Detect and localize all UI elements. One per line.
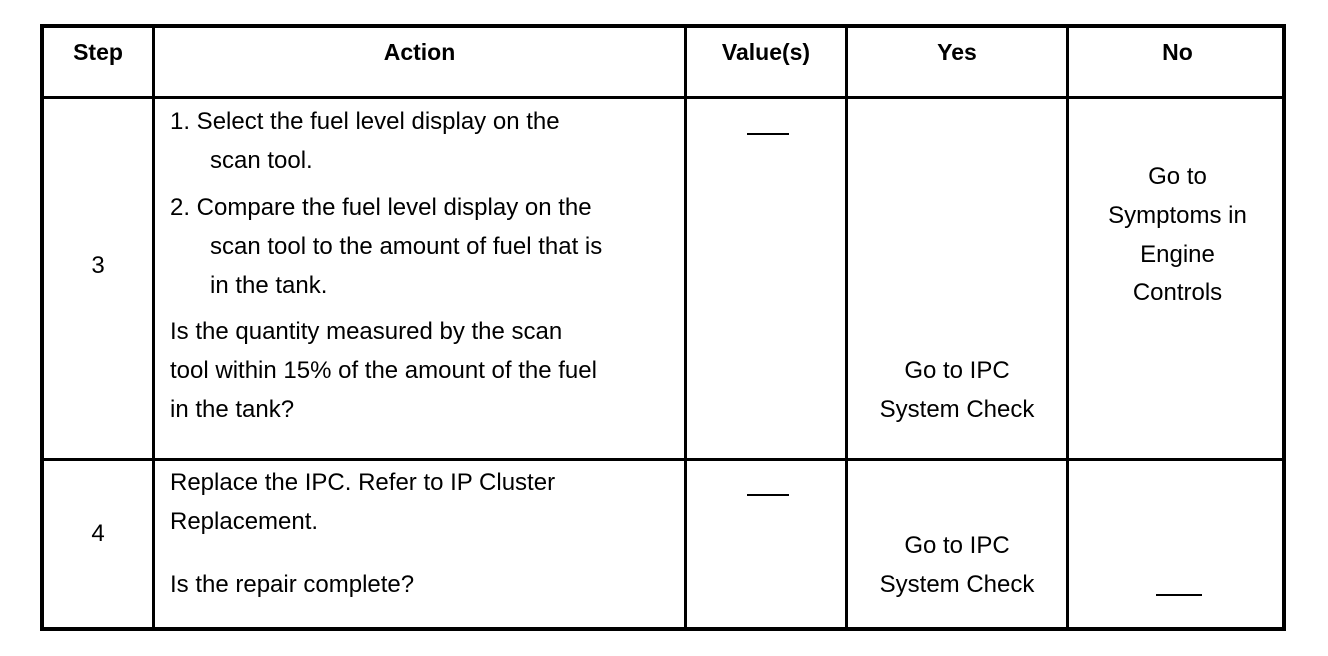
question-line: in the tank? (170, 396, 295, 423)
column-divider (684, 28, 687, 627)
action-line: 1. Select the fuel level display on the (170, 108, 560, 135)
step-number: 3 (91, 252, 105, 279)
question-line: Is the repair complete? (170, 571, 415, 598)
action-line: Replacement. (170, 508, 319, 535)
action-line: in the tank. (210, 272, 328, 299)
yes-line: Go to IPC (904, 532, 1010, 559)
header-no: No (1162, 39, 1193, 65)
header-step: Step (73, 39, 123, 65)
step-number: 4 (91, 520, 105, 547)
value-dash (747, 133, 789, 135)
column-divider (1066, 28, 1069, 627)
action-line: 2. Compare the fuel level display on the (170, 194, 592, 221)
row-divider (44, 458, 1282, 461)
header-yes: Yes (937, 39, 977, 65)
yes-line: System Check (879, 571, 1035, 598)
action-line: Replace the IPC. Refer to IP Cluster (170, 469, 556, 496)
column-divider (152, 28, 155, 627)
no-line: Symptoms in (1108, 202, 1247, 229)
header-values: Value(s) (721, 39, 811, 65)
yes-line: System Check (879, 396, 1035, 423)
diagnostic-table (40, 24, 1286, 631)
header-action: Action (383, 39, 456, 65)
yes-line: Go to IPC (904, 357, 1010, 384)
value-dash (747, 494, 789, 496)
no-line: Go to (1148, 163, 1207, 190)
no-line: Controls (1132, 279, 1223, 306)
action-line: scan tool. (210, 147, 313, 174)
question-line: tool within 15% of the amount of the fuel (170, 357, 597, 384)
no-line: Engine (1140, 241, 1215, 268)
action-line: scan tool to the amount of fuel that is (210, 233, 603, 260)
no-dash (1156, 594, 1202, 596)
question-line: Is the quantity measured by the scan (170, 318, 563, 345)
row-divider (44, 96, 1282, 99)
